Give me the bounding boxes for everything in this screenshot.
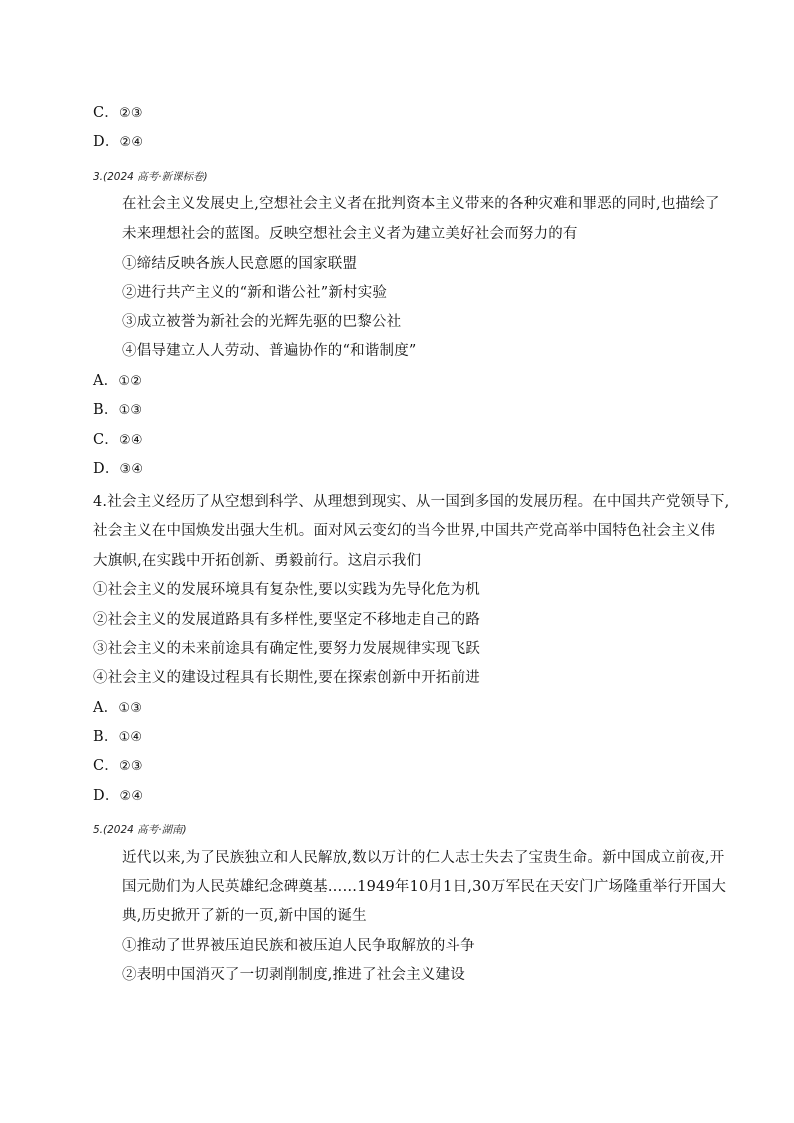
question-3-item: ③成立被誉为新社会的光辉先驱的巴黎公社 xyxy=(122,314,402,330)
question-5-item: ①推动了世界被压迫民族和被压迫人民争取解放的斗争 xyxy=(122,938,475,954)
question-5-item: ②表明中国消灭了一切剥削制度,推进了社会主义建设 xyxy=(122,967,465,983)
option-c[interactable] xyxy=(93,430,143,451)
option-letter: C． xyxy=(93,758,119,774)
option-c[interactable] xyxy=(93,103,143,124)
question-4-item: ②社会主义的发展道路具有多样性,要坚定不移地走自己的路 xyxy=(93,612,481,628)
option-a[interactable] xyxy=(93,698,142,719)
option-a[interactable] xyxy=(93,371,142,392)
option-value: ②③ xyxy=(119,759,143,774)
question-5-header: 5.(2024 高考·湖南) xyxy=(93,824,187,836)
option-value: ②④ xyxy=(119,789,144,804)
option-b[interactable] xyxy=(93,727,142,748)
option-letter: D． xyxy=(93,461,120,477)
option-value: ②④ xyxy=(119,135,144,150)
option-value: ②③ xyxy=(119,106,143,121)
option-d[interactable] xyxy=(93,132,143,153)
question-3-stem-line: 未来理想社会的蓝图。反映空想社会主义者为建立美好社会而努力的有 xyxy=(122,226,578,242)
option-letter: A． xyxy=(93,373,119,389)
question-3-item: ④倡导建立人人劳动、普遍协作的“和谐制度” xyxy=(122,343,417,359)
question-4-item: ④社会主义的建设过程具有长期性,要在探索创新中开拓前进 xyxy=(93,670,481,686)
option-value: ②④ xyxy=(119,433,143,448)
option-value: ①③ xyxy=(118,701,143,716)
option-letter: C． xyxy=(93,432,119,448)
option-letter: B． xyxy=(93,402,119,418)
option-letter: A． xyxy=(93,700,119,716)
question-4-item: ①社会主义的发展环境具有复杂性,要以实践为先导化危为机 xyxy=(93,582,481,598)
question-3-item: ②进行共产主义的“新和谐公社”新村实验 xyxy=(122,285,388,301)
question-3-item: ①缔结反映各族人民意愿的国家联盟 xyxy=(122,256,358,272)
question-3-header: 3.(2024 高考·新课标卷) xyxy=(93,171,208,183)
question-3-stem-line: 在社会主义发展史上,空想社会主义者在批判资本主义带来的各种灾难和罪恶的同时,也描绘了 xyxy=(122,196,720,212)
option-d[interactable] xyxy=(93,786,143,807)
option-value: ①③ xyxy=(118,403,143,418)
option-c[interactable] xyxy=(93,756,143,777)
option-letter: C． xyxy=(93,105,119,121)
option-d[interactable] xyxy=(93,459,143,480)
option-letter: D． xyxy=(93,788,120,804)
option-letter: D． xyxy=(93,134,120,150)
question-4-stem-line: 社会主义在中国焕发出强大生机。面对风云变幻的当今世界,中国共产党高举中国特色社会主义伟 xyxy=(93,523,716,539)
question-5-stem-line: 典,历史掀开了新的一页,新中国的诞生 xyxy=(122,908,367,924)
option-value: ③④ xyxy=(119,462,144,477)
question-4-item: ③社会主义的未来前途具有确定性,要努力发展规律实现飞跃 xyxy=(93,641,481,657)
question-4-stem-line: 4.社会主义经历了从空想到科学、从理想到现实、从一国到多国的发展历程。在中国共产党领导下, xyxy=(93,494,730,510)
question-4-stem-line: 大旗帜,在实践中开拓创新、勇毅前行。这启示我们 xyxy=(93,553,422,569)
option-value: ①② xyxy=(118,374,143,389)
option-value: ①④ xyxy=(118,730,143,745)
question-5-stem-line: 国元勋们为人民英雄纪念碑奠基……1949年10月1日,30万军民在天安门广场隆重举行开国大 xyxy=(122,879,727,895)
option-letter: B． xyxy=(93,729,119,745)
question-5-stem-line: 近代以来,为了民族独立和人民解放,数以万计的仁人志士失去了宝贵生命。新中国成立前夜,开 xyxy=(122,850,725,866)
option-b[interactable] xyxy=(93,400,142,421)
